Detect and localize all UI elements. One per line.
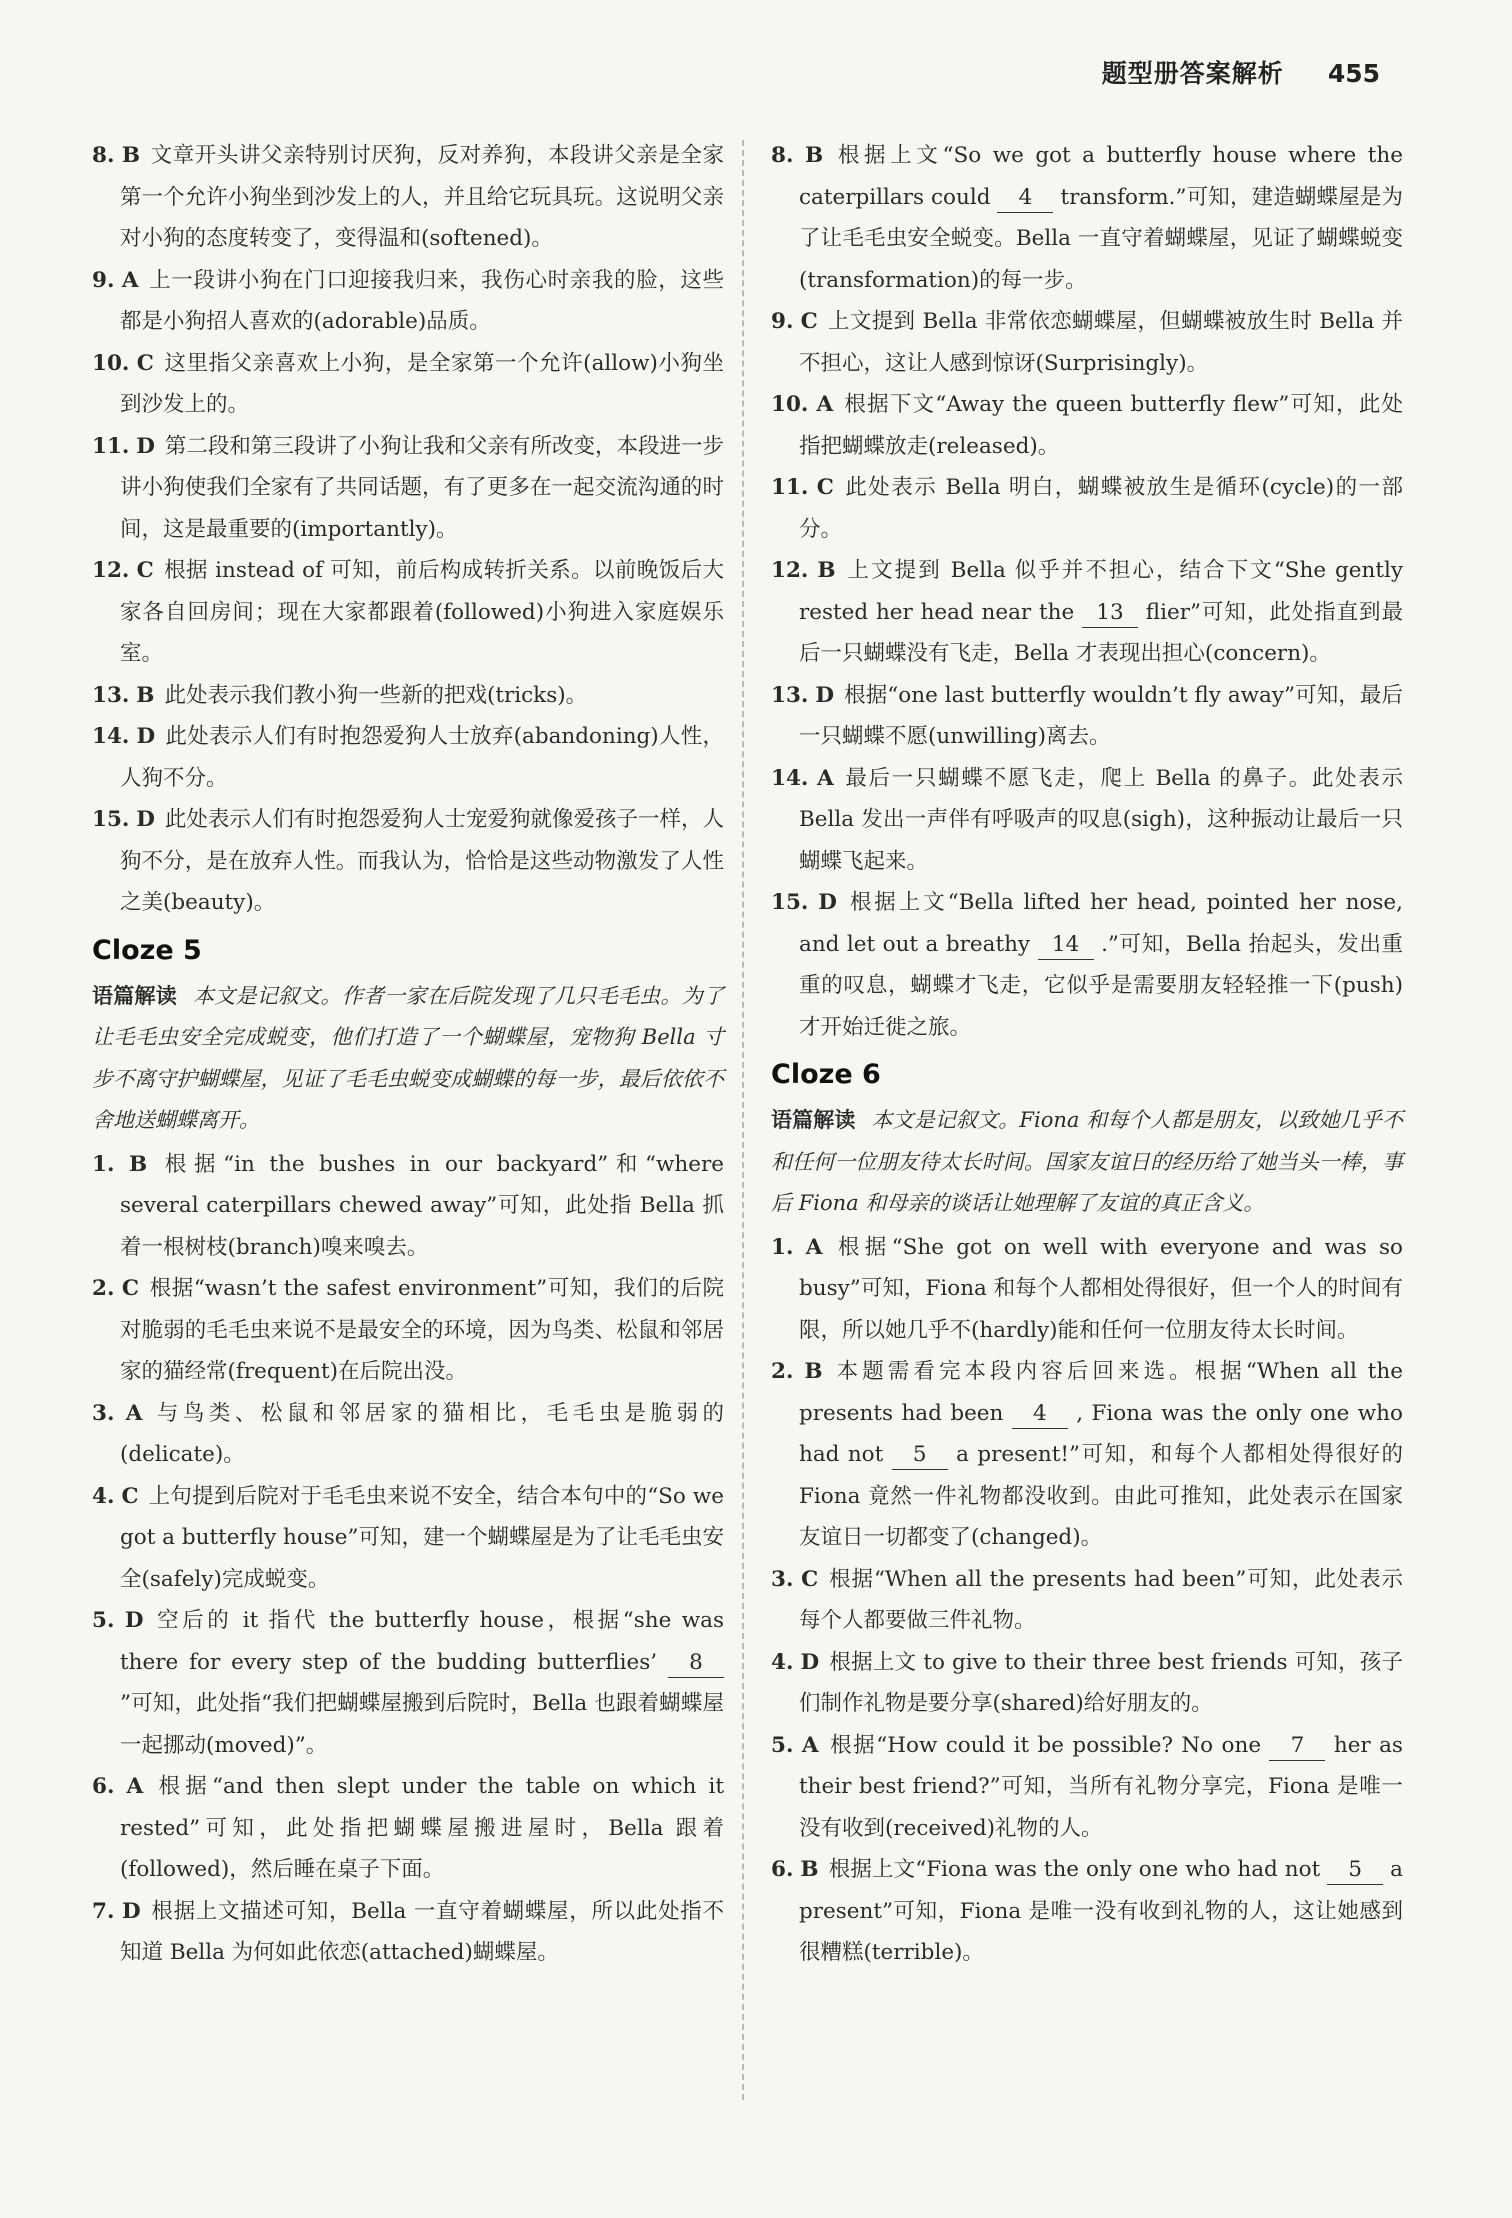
explanation-text: 最后一只蝴蝶不愿飞走，爬上 Bella 的鼻子。此处表示 Bella 发出一声伴有呼吸声的叹息(sigh)，这种振动让最后一只蝴蝶飞起来。 bbox=[799, 765, 1404, 874]
item-number: 6. bbox=[92, 1774, 115, 1799]
explanation-text: 根据“She got on well with everyone and was so busy”可知，Fiona 和每个人都相处得很好，但一个人的时间有限，所以她几乎不(hardly)能和任何一位朋友待太长时间。 bbox=[799, 1234, 1403, 1343]
explanation-text: 根据下文“Away the queen butterfly flew”可知，此处指把蝴蝶放走(released)。 bbox=[799, 392, 1403, 459]
section-title-cloze6: Cloze 6 bbox=[771, 1059, 881, 1090]
right-column bbox=[771, 135, 1403, 1974]
answer-item bbox=[771, 675, 1403, 758]
answer-item bbox=[771, 301, 1403, 384]
left-items-a bbox=[92, 135, 724, 924]
explanation-text: 根据“in the bushes in our backyard”和“where several caterpillars chewed away”可知，此处指 Bella 抓着一根树枝(branch)嗅来嗅去。 bbox=[120, 1151, 724, 1260]
item-number: 1. bbox=[92, 1151, 115, 1177]
item-number: 13. bbox=[771, 682, 809, 708]
blank-number: 5 bbox=[1327, 1856, 1383, 1885]
answer-item bbox=[771, 1849, 1403, 1974]
answer-item bbox=[771, 1351, 1403, 1559]
explanation-text: 上句提到后院对于毛毛虫来说不安全，结合本句中的“So we got a butterfly house”可知，建一个蝴蝶屋是为了让毛毛虫安全(safely)完成蜕变。 bbox=[120, 1483, 724, 1592]
answer-letter: C bbox=[121, 1483, 139, 1509]
intro-label: 语篇解读 bbox=[771, 1108, 856, 1132]
answer-letter: B bbox=[121, 143, 141, 168]
answer-item bbox=[771, 1559, 1403, 1642]
explanation-text: 文章开头讲父亲特别讨厌狗，反对养狗，本段讲父亲是全家第一个允许小狗坐到沙发上的人，并且给它玩具玩。这说明父亲对小狗的态度转变了，变得温和(softened)。 bbox=[120, 143, 724, 251]
blank-number: 7 bbox=[1269, 1732, 1325, 1761]
answer-item bbox=[771, 1725, 1403, 1850]
answer-letter: B bbox=[817, 558, 836, 583]
answer-letter: A bbox=[125, 1400, 143, 1426]
answer-letter: D bbox=[136, 807, 155, 832]
item-number: 1. bbox=[771, 1234, 794, 1260]
explanation-text: 根据上文“So we got a butterfly house where the caterpillars could bbox=[799, 143, 1403, 210]
intro-label: 语篇解读 bbox=[92, 983, 177, 1008]
header-title: 题型册答案解析 bbox=[1101, 59, 1284, 88]
explanation-text: 此处表示 Bella 明白，蝴蝶被放生是循环(cycle)的一部分。 bbox=[799, 475, 1403, 542]
answer-item bbox=[92, 550, 724, 675]
explanation-text: 上文提到 Bella 似乎并不担心，结合下文“She gently rested her head near the bbox=[799, 558, 1403, 625]
item-number: 3. bbox=[92, 1400, 115, 1426]
explanation-text: 上一段讲小狗在门口迎接我归来，我伤心时亲我的脸，这些都是小狗招人喜欢的(adorable)品质。 bbox=[120, 267, 724, 334]
answer-letter: D bbox=[136, 724, 156, 749]
item-number: 14. bbox=[92, 724, 130, 749]
answer-item bbox=[92, 1393, 724, 1476]
blank-number: 8 bbox=[668, 1649, 724, 1678]
cloze5-intro bbox=[92, 976, 724, 1142]
item-number: 7. bbox=[92, 1898, 115, 1924]
explanation-text: 根据“and then slept under the table on which it rested”可知，此处指把蝴蝶屋搬进屋时，Bella 跟着(followed)，然后睡在桌子下面。 bbox=[120, 1774, 724, 1882]
answer-letter: C bbox=[800, 309, 818, 334]
answer-item bbox=[92, 1144, 724, 1269]
item-number: 4. bbox=[92, 1483, 115, 1509]
page-number: 455 bbox=[1327, 59, 1380, 88]
left-items-b bbox=[92, 1144, 724, 1974]
explanation-text: 根据“How could it be possible? No one bbox=[828, 1732, 1262, 1758]
answer-letter: A bbox=[126, 1774, 144, 1799]
left-column bbox=[92, 135, 724, 1974]
item-number: 14. bbox=[771, 765, 809, 791]
answer-letter: B bbox=[804, 143, 824, 168]
answer-item bbox=[771, 1642, 1403, 1725]
answer-item bbox=[92, 675, 724, 717]
explanation-text: 空后的 it 指代 the butterfly house，根据“she was there for every step of the budding butterflies’ bbox=[120, 1608, 724, 1675]
column-divider bbox=[742, 140, 744, 2100]
item-number: 15. bbox=[771, 890, 809, 915]
answer-item bbox=[92, 260, 724, 343]
answer-item bbox=[92, 135, 724, 260]
answer-item bbox=[92, 1766, 724, 1891]
explanation-text: 根据“When all the presents had been”可知，此处表示每个人都要做三件礼物。 bbox=[799, 1566, 1403, 1633]
answer-letter: C bbox=[121, 1276, 140, 1301]
intro-text: 本文是记叙文。作者一家在后院发现了几只毛毛虫。为了让毛毛虫安全完成蜕变，他们打造了一个蝴蝶屋，宠物狗 Bella 寸步不离守护蝴蝶屋，见证了毛毛虫蜕变成蝴蝶的每一步，最后依依不舍地送蝴蝶离开。 bbox=[92, 983, 724, 1132]
intro-text: 本文是记叙文。Fiona 和每个人都是朋友，以致她几乎不和任何一位朋友待太长时间。国家友谊日的经历给了她当头一棒，事后 Fiona 和母亲的谈话让她理解了友谊的真正含义。 bbox=[771, 1108, 1403, 1215]
answer-letter: D bbox=[136, 433, 155, 459]
item-number: 10. bbox=[92, 350, 130, 376]
blank-number: 5 bbox=[892, 1441, 948, 1470]
explanation-text: 根据“wasn’t the safest environment”可知，我们的后院对脆弱的毛毛虫来说不是最安全的环境，因为鸟类、松鼠和邻居家的猫经常(frequent)在后院出没。 bbox=[120, 1276, 724, 1384]
answer-item bbox=[92, 343, 724, 426]
explanation-text: 根据上文“Fiona was the only one who had not bbox=[828, 1857, 1321, 1882]
section-title-cloze5: Cloze 5 bbox=[92, 934, 202, 966]
answer-item bbox=[771, 135, 1403, 301]
answer-item bbox=[92, 426, 724, 551]
answer-letter: C bbox=[816, 475, 834, 500]
answer-item bbox=[771, 384, 1403, 467]
right-items-b bbox=[771, 1227, 1403, 1974]
explanation-text: her as their best friend?”可知，当所有礼物分享完，Fiona 是唯一没有收到(received)礼物的人。 bbox=[799, 1732, 1403, 1841]
answer-letter: C bbox=[136, 350, 154, 376]
explanation-text: .”可知，Bella 抬起头，发出重重的叹息，蝴蝶才飞走，它似乎是需要朋友轻轻推一下(push)才开始迁徙之旅。 bbox=[799, 931, 1403, 1040]
answer-letter: D bbox=[124, 1608, 144, 1633]
explanation-text: 本题需看完本段内容后回来选。根据“When all the presents had been bbox=[799, 1359, 1403, 1426]
blank-number: 4 bbox=[997, 184, 1053, 213]
answer-letter: B bbox=[804, 1359, 823, 1384]
item-number: 5. bbox=[92, 1608, 115, 1633]
item-number: 13. bbox=[92, 682, 130, 708]
explanation-text: transform.”可知，建造蝴蝶屋是为了让毛毛虫安全蜕变。Bella 一直守着蝴蝶屋，见证了蝴蝶蜕变(transformation)的每一步。 bbox=[799, 184, 1404, 293]
answer-letter: A bbox=[801, 1732, 819, 1758]
explanation-text: 此处表示我们教小狗一些新的把戏(tricks)。 bbox=[164, 682, 588, 708]
explanation-text: 与鸟类、松鼠和邻居家的猫相比，毛毛虫是脆弱的(delicate)。 bbox=[120, 1400, 724, 1467]
explanation-text: ”可知，此处指“我们把蝴蝶屋搬到后院时，Bella 也跟着蝴蝶屋一起挪动(moved)”。 bbox=[120, 1691, 724, 1758]
answer-letter: A bbox=[816, 392, 834, 417]
item-number: 2. bbox=[92, 1276, 115, 1301]
answer-letter: B bbox=[136, 682, 155, 708]
answer-letter: C bbox=[801, 1566, 819, 1592]
blank-number: 13 bbox=[1082, 599, 1138, 628]
right-items-a bbox=[771, 135, 1403, 1048]
page-header bbox=[1102, 54, 1380, 90]
blank-number: 4 bbox=[1012, 1400, 1068, 1429]
explanation-text: 根据上文 to give to their three best friends 可知，孩子们制作礼物是要分享(shared)给好朋友的。 bbox=[799, 1649, 1403, 1716]
explanation-text: 此处表示人们有时抱怨爱狗人士宠爱狗就像爱孩子一样，人狗不分，是在放弃人性。而我认为，恰恰是这些动物激发了人性之美(beauty)。 bbox=[120, 807, 724, 915]
explanation-text: 根据上文描述可知，Bella 一直守着蝴蝶屋，所以此处指不知道 Bella 为何如此依恋(attached)蝴蝶屋。 bbox=[120, 1898, 724, 1965]
answer-item bbox=[92, 1891, 724, 1974]
item-number: 9. bbox=[771, 309, 794, 334]
answer-item bbox=[771, 882, 1403, 1048]
item-number: 12. bbox=[92, 558, 130, 583]
answer-letter: D bbox=[122, 1898, 141, 1924]
item-number: 6. bbox=[771, 1857, 794, 1882]
explanation-text: 第二段和第三段讲了小狗让我和父亲有所改变，本段进一步讲小狗使我们全家有了共同话题，有了更多在一起交流沟通的时间，这是最重要的(importantly)。 bbox=[120, 433, 724, 542]
explanation-text: 这里指父亲喜欢上小狗，是全家第一个允许(allow)小狗坐到沙发上的。 bbox=[120, 350, 724, 417]
explanation-text: 根据 instead of 可知，前后构成转折关系。以前晚饭后大家各自回房间；现在大家都跟着(followed)小狗进入家庭娱乐室。 bbox=[120, 558, 724, 666]
answer-item bbox=[771, 550, 1403, 675]
item-number: 4. bbox=[771, 1649, 794, 1675]
answer-letter: A bbox=[121, 267, 139, 293]
explanation-text: 根据“one last butterfly wouldn’t fly away”可知，最后一只蝴蝶不愿(unwilling)离去。 bbox=[799, 682, 1403, 749]
explanation-text: 根据上文“Bella lifted her head, pointed her nose, and let out a breathy bbox=[799, 890, 1403, 957]
item-number: 15. bbox=[92, 807, 130, 832]
answer-letter: A bbox=[816, 765, 834, 791]
answer-item bbox=[92, 1476, 724, 1601]
item-number: 11. bbox=[92, 433, 130, 459]
answer-letter: D bbox=[815, 682, 834, 708]
item-number: 12. bbox=[771, 558, 809, 583]
answer-letter: B bbox=[800, 1857, 819, 1882]
answer-item bbox=[771, 1227, 1403, 1352]
answer-item bbox=[771, 467, 1403, 550]
item-number: 5. bbox=[771, 1732, 794, 1758]
explanation-text: a present”可知，Fiona 是唯一没有收到礼物的人，这让她感到很糟糕(terrible)。 bbox=[799, 1857, 1403, 1965]
answer-item bbox=[92, 799, 724, 924]
answer-item bbox=[771, 758, 1403, 883]
answer-letter: D bbox=[818, 890, 837, 915]
item-number: 3. bbox=[771, 1566, 794, 1592]
item-number: 10. bbox=[771, 392, 809, 417]
explanation-text: 此处表示人们有时抱怨爱狗人士放弃(abandoning)人性，人狗不分。 bbox=[120, 724, 724, 791]
item-number: 8. bbox=[771, 143, 794, 168]
cloze6-intro bbox=[771, 1100, 1403, 1225]
explanation-text: flier”可知，此处指直到最后一只蝴蝶没有飞走，Bella 才表现出担心(concern)。 bbox=[799, 599, 1404, 666]
blank-number: 14 bbox=[1038, 931, 1094, 960]
explanation-text: a present!”可知，和每个人都相处得很好的 Fiona 竟然一件礼物都没收到。由此可推知，此处表示在国家友谊日一切都变了(changed)。 bbox=[799, 1442, 1404, 1550]
item-number: 2. bbox=[771, 1359, 794, 1384]
item-number: 8. bbox=[92, 143, 115, 168]
answer-item bbox=[92, 1600, 724, 1766]
answer-letter: C bbox=[136, 558, 154, 583]
explanation-text: 上文提到 Bella 非常依恋蝴蝶屋，但蝴蝶被放生时 Bella 并不担心，这让人感到惊讶(Surprisingly)。 bbox=[799, 309, 1403, 376]
answer-item bbox=[92, 1268, 724, 1393]
answer-item bbox=[92, 716, 724, 799]
answer-letter: B bbox=[128, 1151, 148, 1177]
answer-letter: D bbox=[800, 1649, 820, 1675]
explanation-text: , Fiona was the only one who had not bbox=[799, 1400, 1403, 1467]
answer-letter: A bbox=[805, 1234, 823, 1260]
item-number: 9. bbox=[92, 267, 115, 293]
item-number: 11. bbox=[771, 475, 809, 500]
